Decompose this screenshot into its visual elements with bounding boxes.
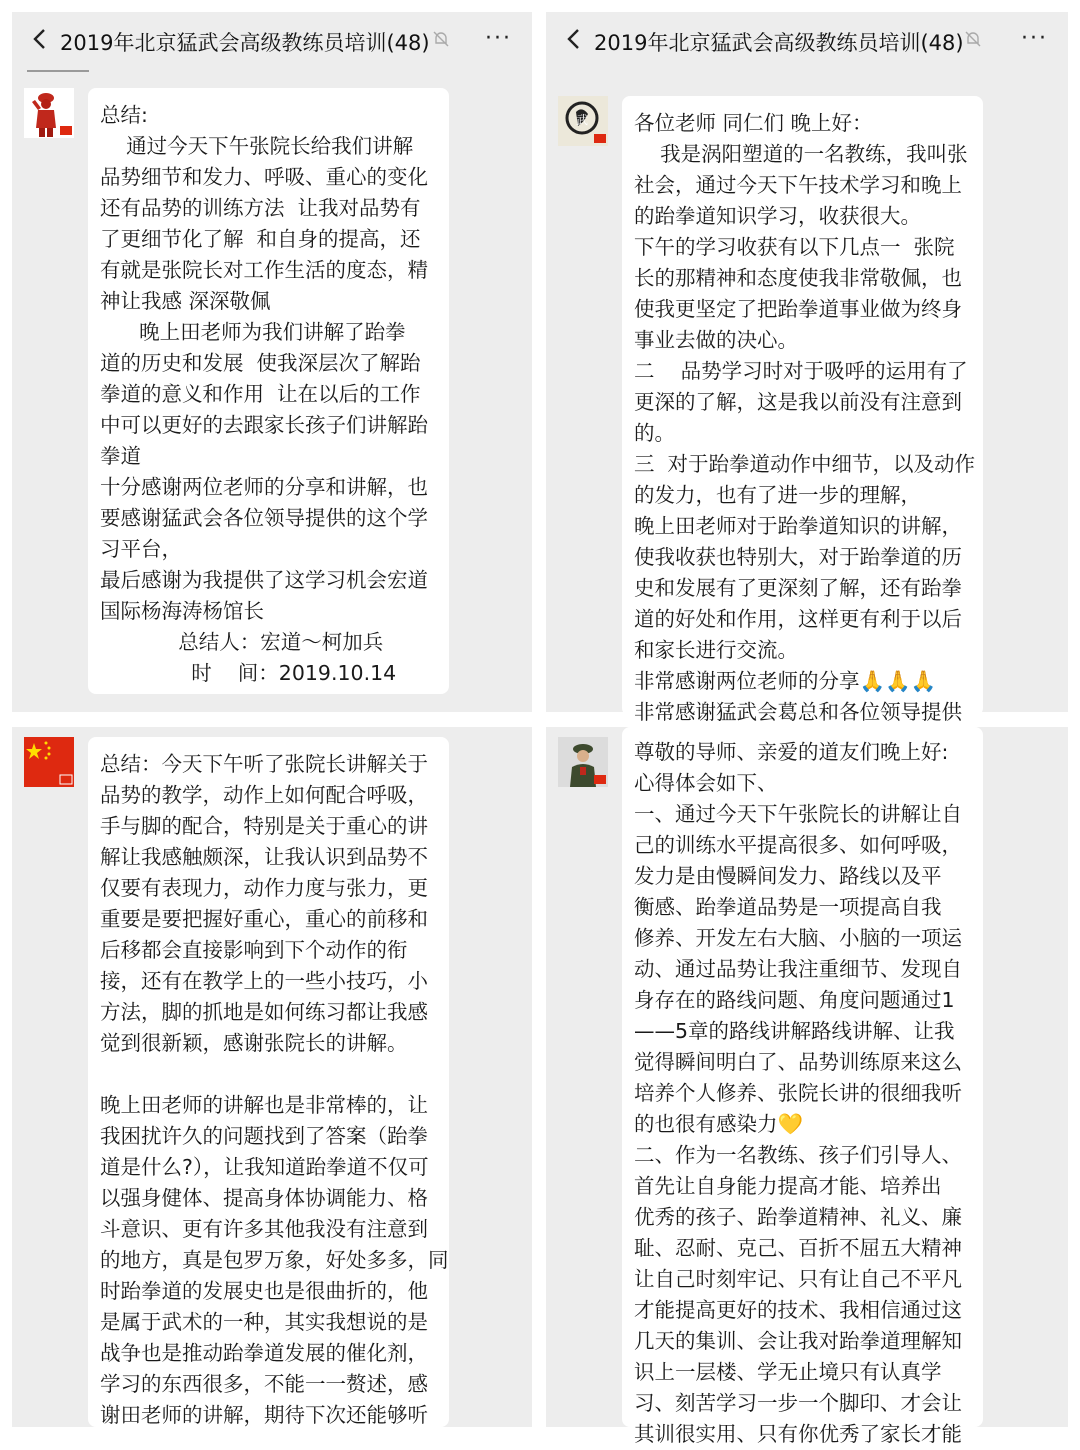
bell-off-icon <box>432 30 450 48</box>
message-line: 拳道的意义和作用 让在以后的工作 <box>100 382 421 406</box>
message-line: 二 品势学习时对于吸呼的运用有了 <box>634 359 968 383</box>
svg-text:武: 武 <box>575 113 589 127</box>
message-line: 道的好处和作用，这样更有利于以后 <box>634 607 962 631</box>
soldier-photo-avatar[interactable] <box>558 737 608 787</box>
message-line: 时跆拳道的发展史也是很曲折的，他 <box>100 1279 428 1303</box>
message-line: 事业去做的决心。 <box>634 328 798 352</box>
message-line: 以强身健体、提高身体协调能力、格 <box>100 1186 428 1210</box>
chat-panel-2 <box>546 12 1068 724</box>
message-line: 品势细节和发力、呼吸、重心的变化 <box>100 165 428 189</box>
message-line: 的地方，真是包罗万象，好处多多，同 <box>100 1248 449 1272</box>
message-line: 优秀的孩子、跆拳道精神、礼义、廉 <box>634 1205 962 1229</box>
message-line: 拳道 <box>100 444 141 468</box>
message-line: 战争也是推动跆拳道发展的催化剂， <box>100 1341 428 1365</box>
message-line: 了更细节化了解 和自身的提高，还 <box>100 227 421 251</box>
message-line: 几天的集训、会让我对跆拳道理解知 <box>634 1329 962 1353</box>
message-line: 十分感谢两位老师的分享和讲解，也 <box>100 475 428 499</box>
chat-panel-3 <box>12 727 532 1427</box>
message-line: 要感谢猛武会各位领导提供的这个学 <box>100 506 428 530</box>
message-line: 史和发展有了更深刻了解，还有跆拳 <box>634 576 962 600</box>
message-line: 身存在的路线问题、角度问题通过1 <box>634 988 955 1012</box>
message-line: 解让我感触颇深，让我认识到品势不 <box>100 845 428 869</box>
message-line <box>100 1059 449 1090</box>
message-line: 后移都会直接影响到下个动作的衔 <box>100 938 408 962</box>
message-line: 使我更坚定了把跆拳道事业做为终身 <box>634 297 962 321</box>
bell-off-icon <box>964 30 982 48</box>
message-line: 一、通过今天下午张院长的讲解让自 <box>634 802 962 826</box>
message-line: 道是什么?），让我知道跆拳道不仅可 <box>100 1155 429 1179</box>
message-line: 尊敬的导师、亲爱的道友们晚上好: <box>634 740 949 764</box>
message-line: 总结人：宏道～柯加兵 <box>100 630 384 654</box>
message-line: 的。 <box>634 421 675 445</box>
message-line: 使我收获也特别大，对于跆拳道的历 <box>634 545 962 569</box>
message-line: 我是涡阳塑道的一名教练，我叫张 <box>634 142 968 166</box>
message-line: 谢田老师的讲解，期待下次还能够听 <box>100 1403 428 1427</box>
message-line: 觉到很新颖，感谢张院长的讲解。 <box>100 1031 408 1055</box>
message-line: 的也很有感染力💛 <box>634 1112 804 1136</box>
more-options-button[interactable]: ··· <box>1021 26 1048 51</box>
message-line: 二、作为一名教练、孩子们引导人、 <box>634 1143 962 1167</box>
message-line: 的跆拳道知识学习，收获很大。 <box>634 204 921 228</box>
message-line: 最后感谢为我提供了这学习机会宏道 <box>100 568 428 592</box>
message-line: 接，还有在教学上的一些小技巧，小 <box>100 969 428 993</box>
message-text <box>634 108 983 728</box>
message-line: 动、通过品势让我注重细节、发现自 <box>634 957 962 981</box>
message-line: 还有品势的训练方法 让我对品势有 <box>100 196 421 220</box>
message-line: 通过今天下午张院长给我们讲解 <box>100 134 414 158</box>
message-line: 习、刻苦学习一步一个脚印、才会让 <box>634 1391 962 1415</box>
message-line: 中可以更好的去跟家长孩子们讲解跆 <box>100 413 428 437</box>
chat-panel-4 <box>546 727 1068 1446</box>
header-divider <box>27 70 89 72</box>
message-line: 首先让自身能力提高才能、培养出 <box>634 1174 942 1198</box>
message-line: 晚上田老师对于跆拳道知识的讲解， <box>634 514 962 538</box>
message-bubble[interactable] <box>88 737 449 1427</box>
message-line: 斗意识、更有许多其他我没有注意到 <box>100 1217 428 1241</box>
message-line: 是属于武术的一种，其实我想说的是 <box>100 1310 428 1334</box>
message-line: 社会，通过今天下午技术学习和晚上 <box>634 173 962 197</box>
saluting-soldier-avatar[interactable] <box>24 88 74 138</box>
message-line: 非常感谢猛武会葛总和各位领导提供 <box>634 700 962 724</box>
message-line: 道的历史和发展 使我深层次了解跆 <box>100 351 421 375</box>
message-line: 有就是张院长对工作生活的度态，精 <box>100 258 428 282</box>
chat-title: 2019年北京猛武会高级教练员培训(48) <box>60 31 430 55</box>
message-line: ——5章的路线讲解路线讲解、让我 <box>634 1019 955 1043</box>
message-text <box>100 100 449 689</box>
message-line: 晚上田老师的讲解也是非常棒的，让 <box>100 1093 428 1117</box>
message-line: 己的训练水平提高很多、如何呼吸， <box>634 833 962 857</box>
message-line: 晚上田老师为我们讲解了跆拳 <box>100 320 406 344</box>
chat-header <box>12 12 532 68</box>
message-line: 非常感谢两位老师的分享🙏🙏🙏 <box>634 669 937 693</box>
message-line: 衡感、跆拳道品势是一项提高自我 <box>634 895 942 919</box>
message-line: 总结：今天下午听了张院长讲解关于 <box>100 752 428 776</box>
chevron-left-icon[interactable] <box>28 26 54 52</box>
message-line: 时 间：2019.10.14 <box>100 661 397 685</box>
message-bubble[interactable] <box>622 727 983 1446</box>
message-line: 修养、开发左右大脑、小脑的一项运 <box>634 926 962 950</box>
chat-header <box>546 12 1068 68</box>
chevron-left-icon[interactable] <box>562 26 588 52</box>
message-line: 方法，脚的抓地是如何练习都让我感 <box>100 1000 428 1024</box>
chat-panel-1 <box>12 12 532 712</box>
message-line: 下午的学习收获有以下几点一 张院 <box>634 235 955 259</box>
message-line: 习平台， <box>100 537 182 561</box>
message-bubble[interactable] <box>622 96 983 724</box>
message-line: 耻、忍耐、克己、百折不屈五大精神 <box>634 1236 962 1260</box>
message-line: 更深的了解，这是我以前没有注意到 <box>634 390 962 414</box>
message-line: 其训很实用、只有你优秀了家长才能 <box>634 1422 962 1446</box>
message-line: 重要是要把握好重心，重心的前移和 <box>100 907 428 931</box>
message-line: 觉得瞬间明白了、品势训练原来这么 <box>634 1050 962 1074</box>
message-line: 发力是由慢瞬间发力、路线以及平 <box>634 864 942 888</box>
message-text <box>100 749 449 1431</box>
message-line: 各位老师 同仁们 晚上好： <box>634 111 873 135</box>
message-line: 国际杨海涛杨馆长 <box>100 599 264 623</box>
message-line: 品势的教学，动作上如何配合呼吸， <box>100 783 428 807</box>
message-line: 心得体会如下、 <box>634 771 778 795</box>
message-line: 我困扰许久的问题找到了答案（跆拳 <box>100 1124 428 1148</box>
message-line: 手与脚的配合，特别是关于重心的讲 <box>100 814 428 838</box>
message-line: 和家长进行交流。 <box>634 638 798 662</box>
message-line: 培养个人修养、张院长讲的很细我听 <box>634 1081 962 1105</box>
message-line: 让自己时刻牢记、只有让自己不平凡 <box>634 1267 962 1291</box>
martial-arts-logo-avatar[interactable] <box>558 96 608 146</box>
message-line: 神让我感 深深敬佩 <box>100 289 271 313</box>
chat-title: 2019年北京猛武会高级教练员培训(48) <box>594 31 964 55</box>
message-line: 学习的东西很多，不能一一赘述，感 <box>100 1372 428 1396</box>
message-line: 总结: <box>100 103 148 127</box>
more-options-button[interactable]: ··· <box>485 26 512 51</box>
message-line: 仅要有表现力，动作力度与张力，更 <box>100 876 428 900</box>
message-line: 长的那精神和态度使我非常敬佩，也 <box>634 266 962 290</box>
china-flag-avatar[interactable] <box>24 737 74 787</box>
message-line: 识上一层楼、学无止境只有认真学 <box>634 1360 942 1384</box>
message-text <box>634 737 983 1450</box>
message-line: 才能提高更好的技术、我相信通过这 <box>634 1298 962 1322</box>
message-bubble[interactable] <box>88 88 449 694</box>
message-line: 的发力，也有了进一步的理解， <box>634 483 921 507</box>
message-line: 三 对于跆拳道动作中细节，以及动作 <box>634 452 976 476</box>
